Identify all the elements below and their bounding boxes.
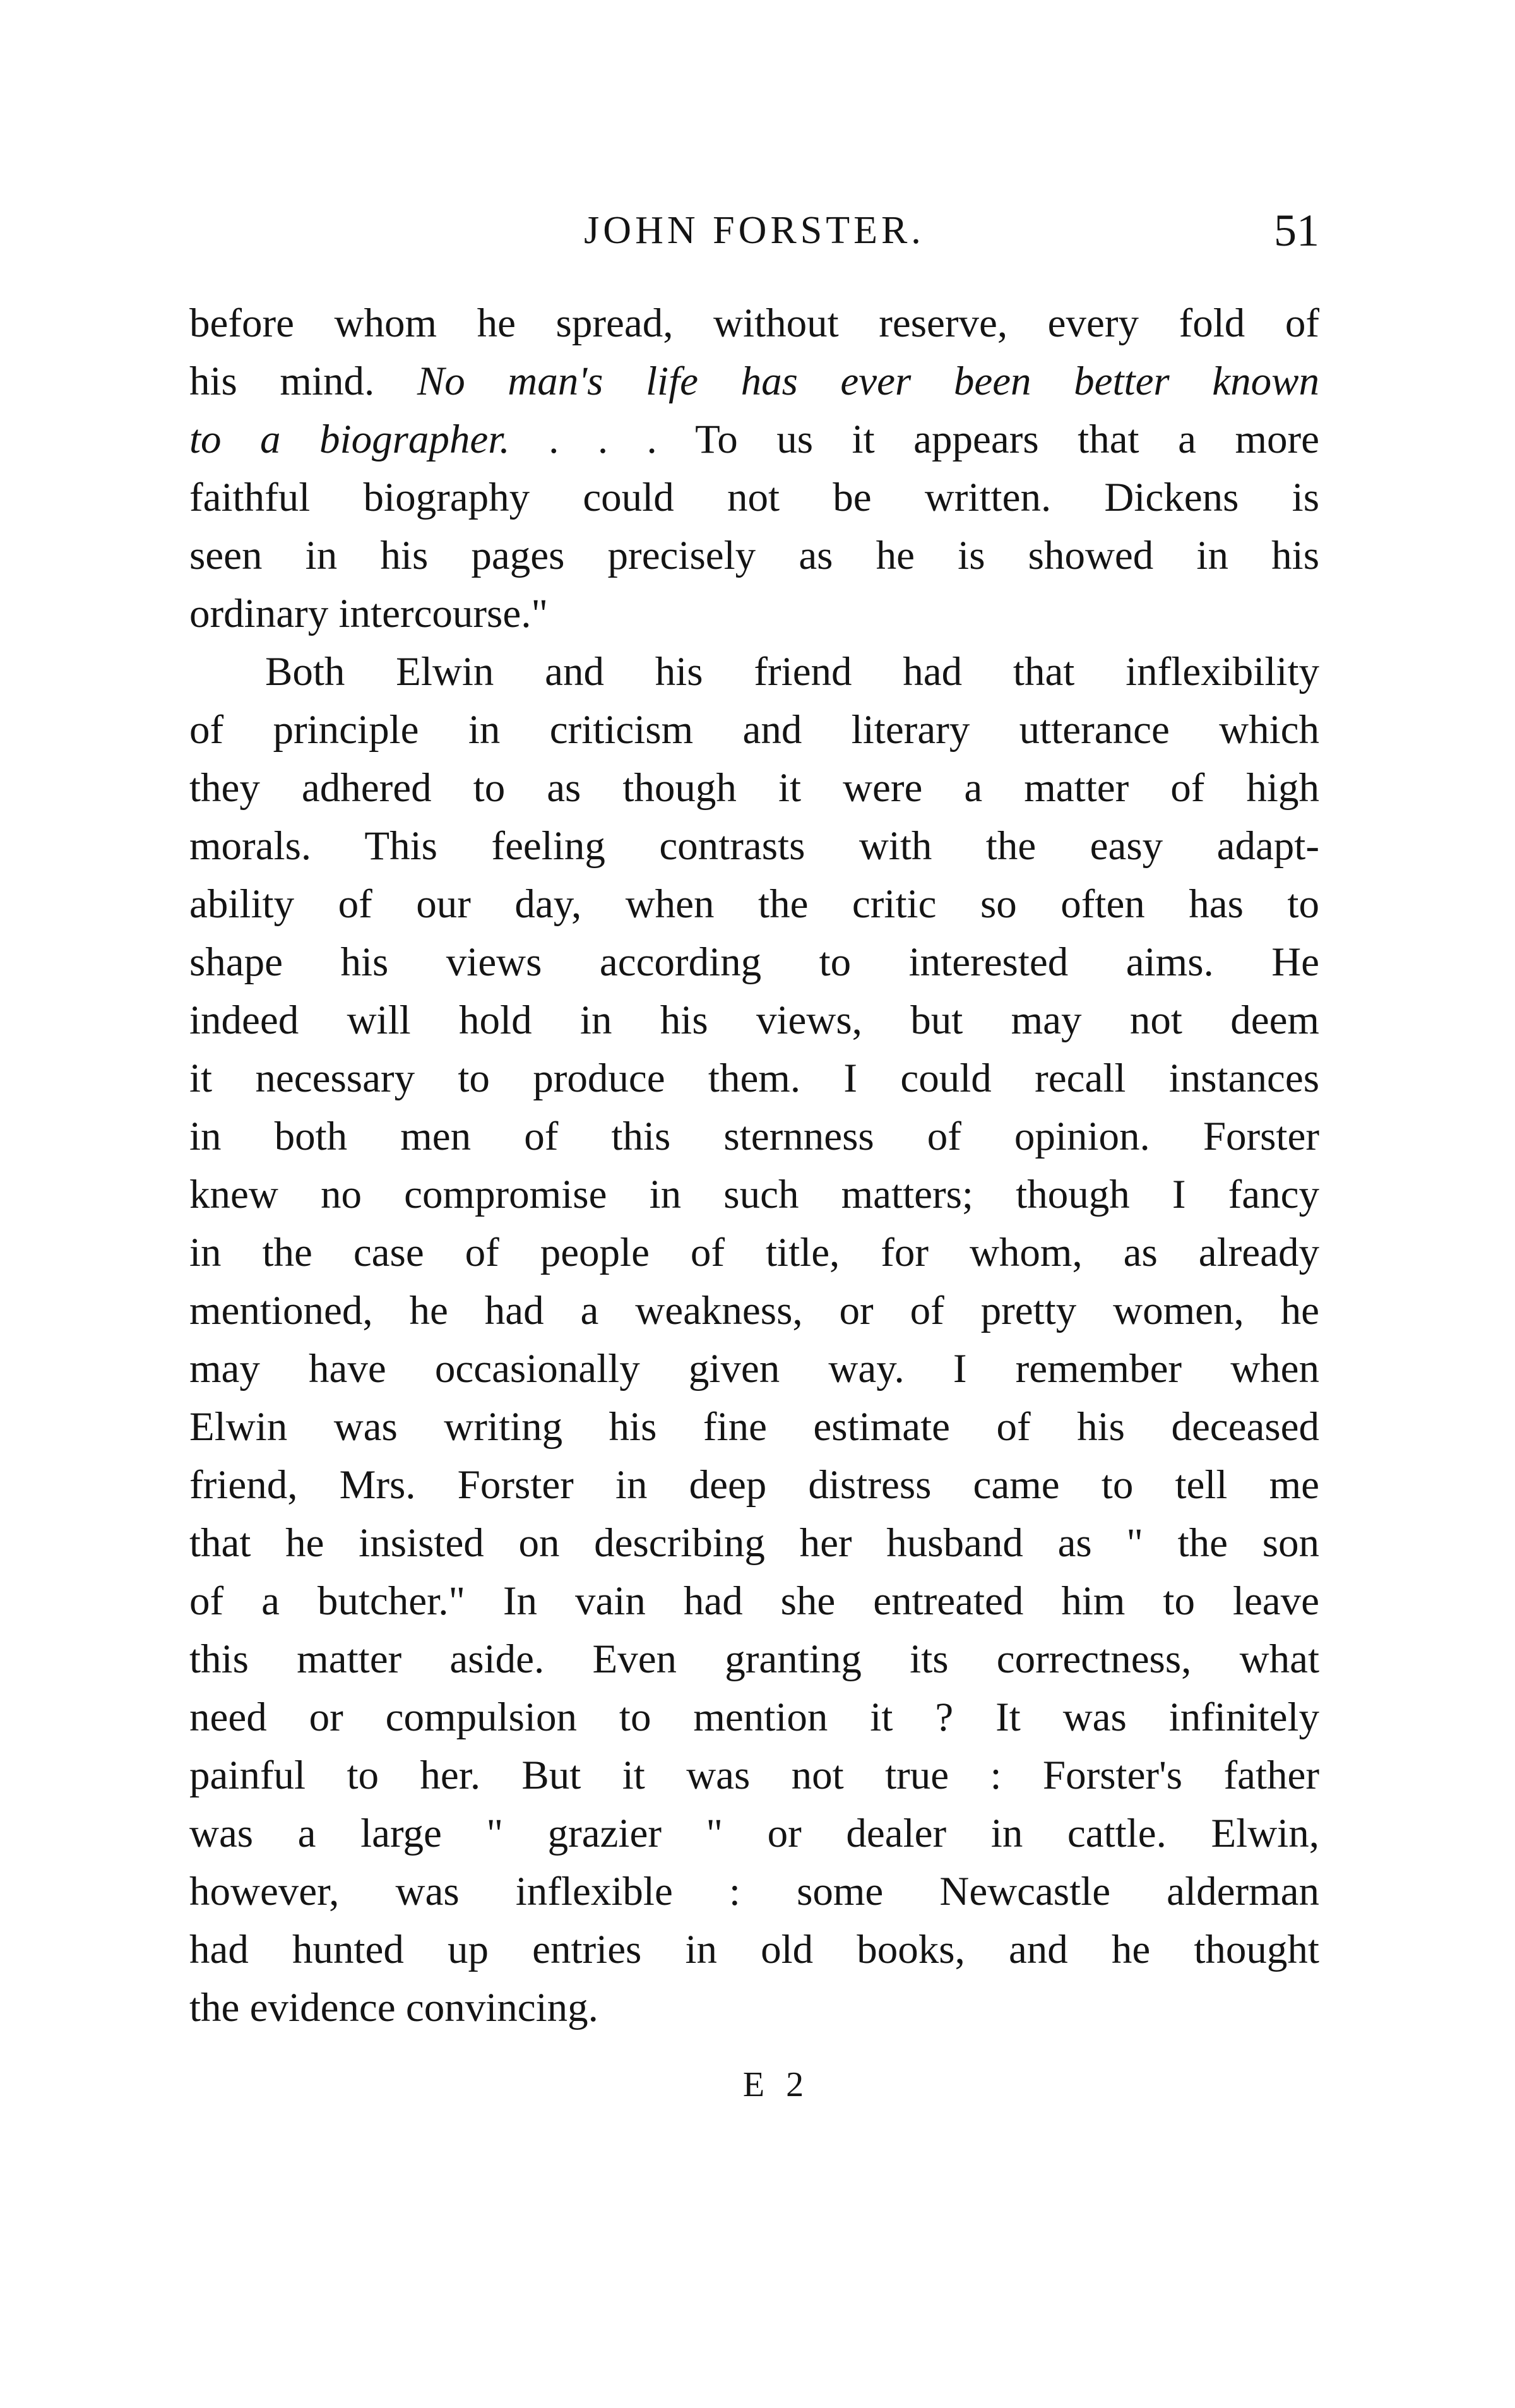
signature-mark: E 2 — [742, 2065, 811, 2104]
text-line-roman: his mind. — [189, 359, 417, 404]
text-line: had hunted up entries in old books, and he thought — [189, 1927, 1319, 1972]
text-line: was a large " grazier " or dealer in cattle. Elwin, — [189, 1811, 1319, 1856]
text-line — [189, 410, 1319, 468]
text-line: mentioned, he had a weakness, or of pretty women, he — [189, 1288, 1319, 1333]
running-head — [189, 196, 1319, 265]
text-line: that he insisted on describing her husband as " the son — [189, 1520, 1319, 1566]
text-line: painful to her. But it was not true : Forster's father — [189, 1753, 1319, 1798]
text-line: knew no compromise in such matters; though I fancy — [189, 1172, 1319, 1217]
paragraph-first-line: Both Elwin and his friend had that inflexibility — [265, 649, 1319, 694]
text-line: of principle in criticism and literary utterance which — [189, 707, 1319, 753]
text-line: ability of our day, when the critic so often has to — [189, 881, 1319, 927]
text-line: seen in his pages precisely as he is showed in his — [189, 533, 1319, 578]
text-line: faithful biography could not be written. Dickens is — [189, 475, 1319, 520]
text-line: the evidence convincing. — [189, 1985, 598, 2030]
text-line: in the case of people of title, for whom, as already — [189, 1230, 1319, 1275]
text-line: shape his views according to interested aims. He — [189, 939, 1319, 985]
text-line: this matter aside. Even granting its correctness, what — [189, 1636, 1319, 1682]
text-line-roman: . . . To us it appears that a more — [509, 417, 1319, 462]
text-line: friend, Mrs. Forster in deep distress came to tell me — [189, 1462, 1319, 1508]
text-line: they adhered to as though it were a matter of high — [189, 765, 1319, 811]
text-line: it necessary to produce them. I could recall instances — [189, 1056, 1319, 1101]
italic-quote: to a biographer. — [189, 417, 510, 462]
text-line — [189, 352, 1319, 410]
text-line: need or compulsion to mention it ? It was infinitely — [189, 1695, 1319, 1740]
text-line: may have occasionally given way. I remember when — [189, 1346, 1319, 1392]
running-title: JOHN FORSTER. — [584, 209, 925, 252]
text-line: indeed will hold in his views, but may not deem — [189, 998, 1319, 1043]
text-line: of a butcher." In vain had she entreated him to leave — [189, 1578, 1319, 1624]
italic-quote: No man's life has ever been better known — [417, 359, 1319, 404]
text-line: morals. This feeling contrasts with the easy adapt- — [189, 823, 1319, 869]
text-line: Elwin was writing his fine estimate of his deceased — [189, 1404, 1319, 1450]
text-line: ordinary intercourse." — [189, 591, 548, 636]
text-line: in both men of this sternness of opinion. Forster — [189, 1114, 1319, 1159]
text-line: before whom he spread, without reserve, every fold of — [189, 301, 1319, 346]
text-line: however, was inflexible : some Newcastle alderman — [189, 1869, 1319, 1914]
page-number: 51 — [1274, 205, 1319, 256]
body-text — [189, 294, 1319, 2037]
